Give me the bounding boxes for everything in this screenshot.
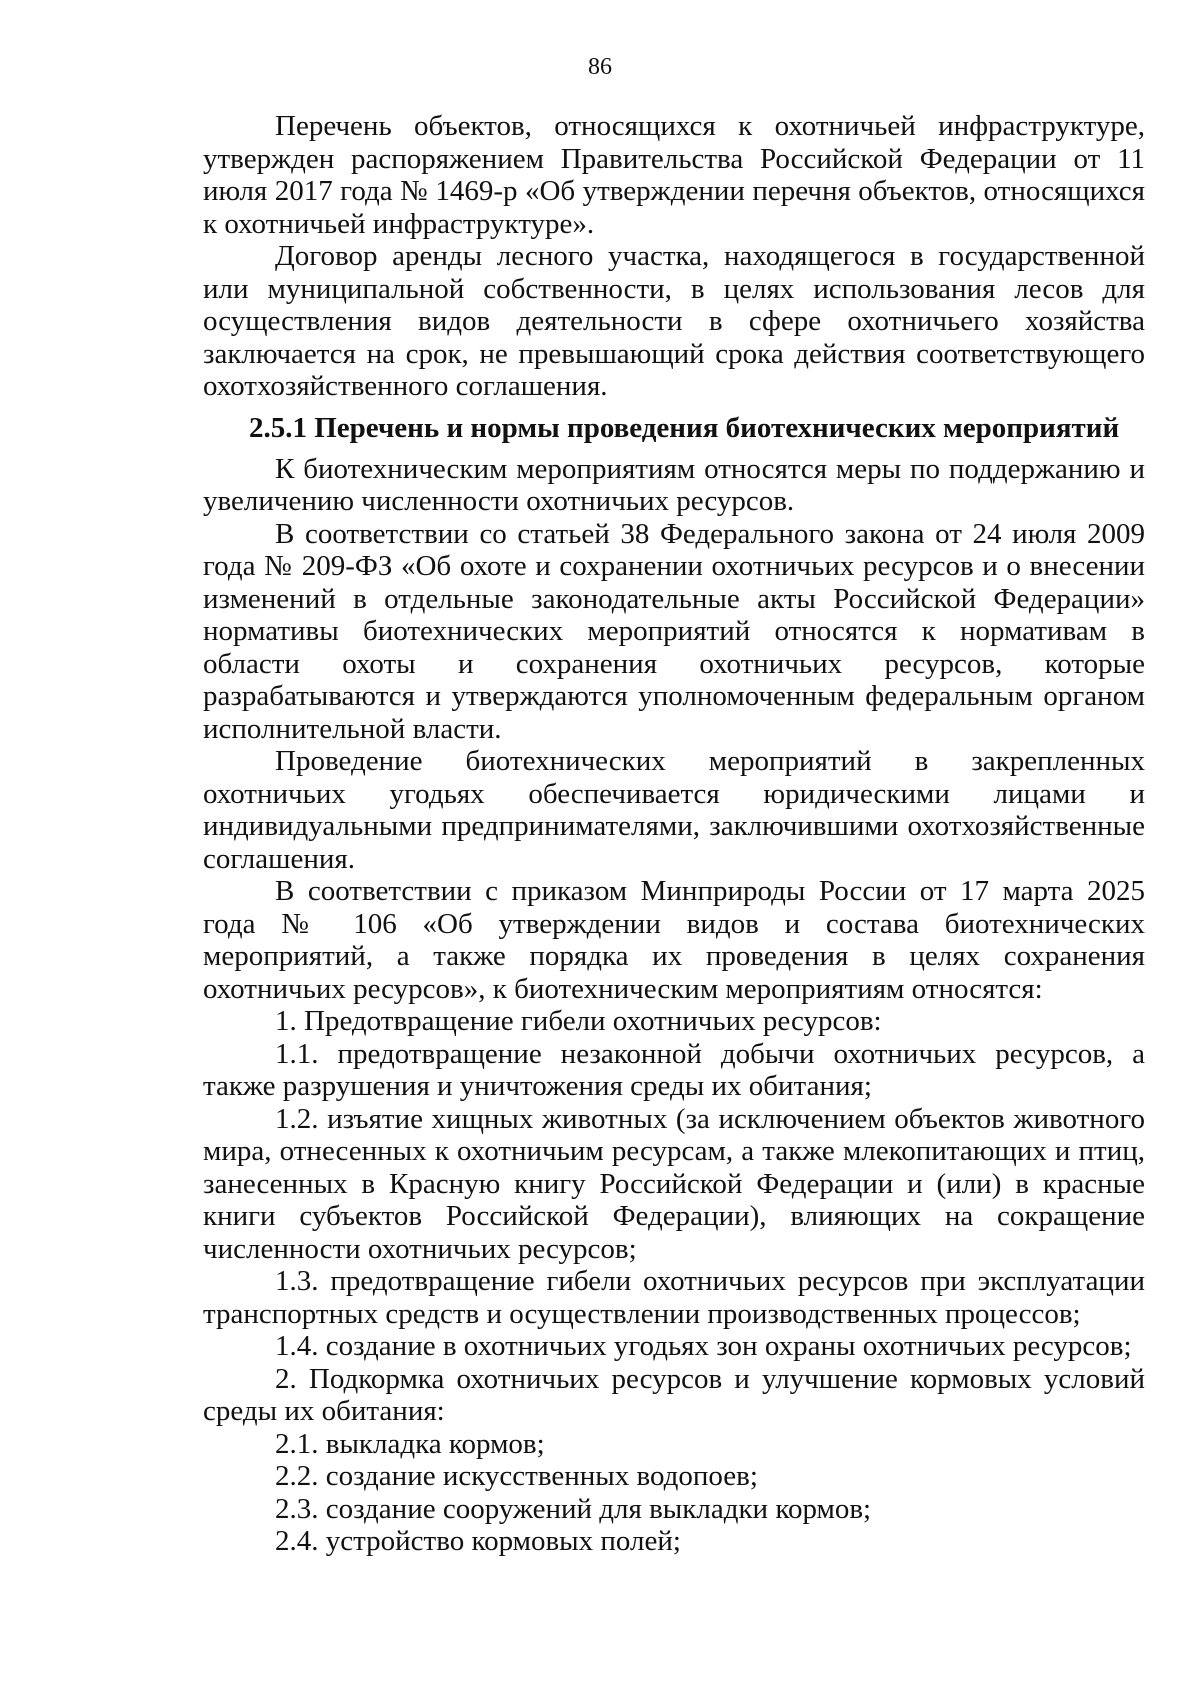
list-item: 2.1. выкладка кормов;	[275, 1427, 545, 1460]
paragraph-ministry-order: В соответствии с приказом Минприроды России от 17 марта 2025 года № 106 «Об утверждении видов и состава биотехнических мероприятий, а также порядка их проведения в целях сохранения охотничьих ресурсов», к биотехническим мероприятиям относятся:	[203, 875, 1145, 1005]
paragraph-forest-lease: Договор аренды лесного участка, находящегося в государственной или муниципальной собственности, в целях использования лесов для осуществления видов деятельности в сфере охотничьего хозяйства заключается на срок, не превышающий срока действия соответствующего охотхозяйственного соглашения.	[203, 240, 1145, 402]
paragraph-federal-law: В соответствии со статьей 38 Федерального закона от 24 июля 2009 года № 209-ФЗ «Об охоте и сохранении охотничьих ресурсов и о внесении изменений в отдельные законодательные акты Российской Федерации» нормативы биотехнических мероприятий относятся к нормативам в области охоты и сохранения охотничьих ресурсов, которые разрабатываются и утверждаются уполномоченным федеральным органом исполнительной власти.	[203, 517, 1145, 745]
measures-list	[203, 1005, 1145, 1558]
list-item: 1.1. предотвращение незаконной добычи охотничьих ресурсов, а также разрушения и уничтожения среды их обитания;	[203, 1037, 1145, 1102]
list-item: 2.2. создание искусственных водопоев;	[275, 1460, 758, 1492]
list-item: 2. Подкормка охотничьих ресурсов и улучшение кормовых условий среды их обитания:	[203, 1362, 1145, 1427]
section-heading: 2.5.1 Перечень и нормы проведения биотехнических мероприятий	[249, 411, 1120, 444]
list-item: 1.4. создание в охотничьих угодьях зон охраны охотничьих ресурсов;	[275, 1330, 1132, 1362]
list-item: 1.3. предотвращение гибели охотничьих ресурсов при эксплуатации транспортных средств и осуществлении производственных процессов;	[203, 1265, 1145, 1330]
list-item: 1. Предотвращение гибели охотничьих ресурсов:	[275, 1005, 882, 1037]
page-number: 86	[588, 54, 612, 80]
paragraph-infrastructure-list: Перечень объектов, относящихся к охотничьей инфраструктуре, утвержден распоряжением Правительства Российской Федерации от 11 июля 2017 года № 1469-р «Об утверждении перечня объектов, относящихся к охотничьей инфраструктуре».	[203, 110, 1145, 240]
paragraph-definition: К биотехническим мероприятиям относятся меры по поддержанию и увеличению численности охотничьих ресурсов.	[203, 452, 1145, 517]
list-item: 1.2. изъятие хищных животных (за исключением объектов животного мира, отнесенных к охотничьим ресурсам, а также млекопитающих и птиц, занесенных в Красную книгу Российской Федерации и (или) в красные книги субъектов Российской Федерации), влияющих на сокращение численности охотничьих ресурсов;	[203, 1102, 1145, 1265]
list-item: 2.3. создание сооружений для выкладки кормов;	[275, 1492, 872, 1525]
paragraph-responsible-parties: Проведение биотехнических мероприятий в закрепленных охотничьих угодьях обеспечивается юридическими лицами и индивидуальными предпринимателями, заключившими охотхозяйственные соглашения.	[203, 745, 1145, 875]
document-body	[203, 110, 1145, 1558]
list-item: 2.4. устройство кормовых полей;	[275, 1525, 681, 1557]
